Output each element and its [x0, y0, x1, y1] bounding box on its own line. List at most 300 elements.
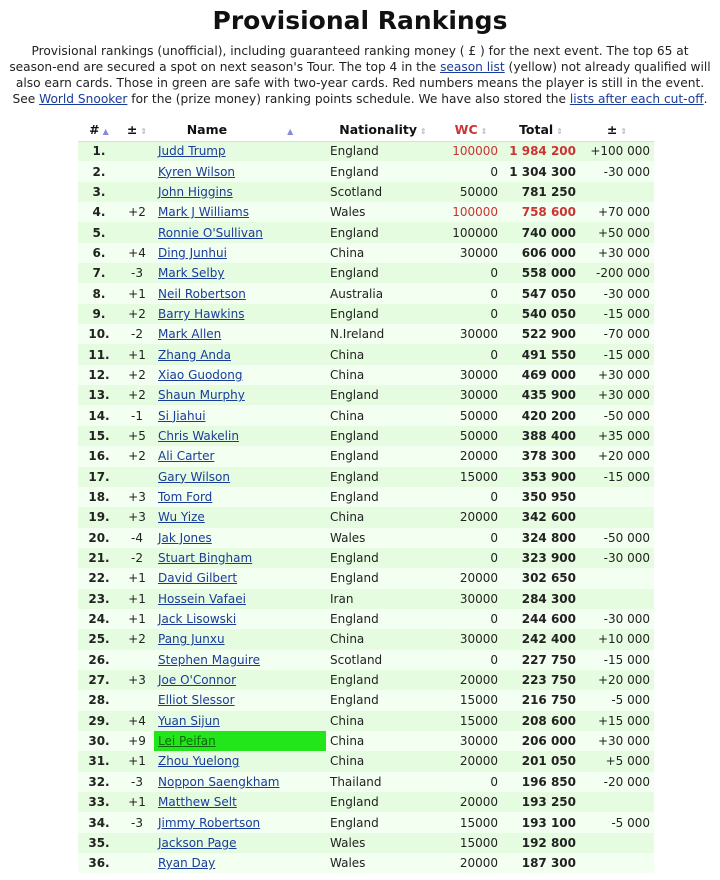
nationality-cell: England [326, 487, 440, 507]
player-link[interactable]: Shaun Murphy [158, 388, 245, 403]
table-row [78, 467, 654, 487]
total-cell: 540 050 [502, 304, 580, 324]
rank-cell: 18. [78, 487, 120, 507]
nationality-cell: England [326, 609, 440, 629]
movement-cell [120, 182, 154, 202]
total-cell: 547 050 [502, 283, 580, 303]
nationality-cell: China [326, 731, 440, 751]
table-row [78, 446, 654, 466]
nationality-cell: England [326, 670, 440, 690]
diff-cell [580, 182, 654, 202]
nationality-cell: England [326, 304, 440, 324]
rank-cell: 31. [78, 751, 120, 771]
table-row [78, 324, 654, 344]
wc-cell: 0 [440, 548, 502, 568]
player-name-cell [154, 222, 326, 242]
rank-cell: 13. [78, 385, 120, 405]
player-name-cell [154, 711, 326, 731]
nationality-cell: England [326, 426, 440, 446]
total-cell: 244 600 [502, 609, 580, 629]
movement-cell: +9 [120, 731, 154, 751]
wc-cell: 20000 [440, 670, 502, 690]
player-link[interactable]: John Higgins [158, 184, 233, 199]
nationality-cell: England [326, 141, 440, 161]
total-column-header[interactable] [502, 119, 580, 141]
player-name-cell [154, 853, 326, 873]
diff-cell: +35 000 [580, 426, 654, 446]
rank-cell: 21. [78, 548, 120, 568]
table-row [78, 589, 654, 609]
player-link[interactable]: Kyren Wilson [158, 164, 236, 179]
rank-cell: 29. [78, 711, 120, 731]
table-row [78, 772, 654, 792]
movement-cell: +3 [120, 670, 154, 690]
movement-cell [120, 467, 154, 487]
nationality-cell: China [326, 243, 440, 263]
nationality-cell: England [326, 548, 440, 568]
player-link[interactable]: Jak Jones [158, 530, 212, 545]
diff-cell: +20 000 [580, 670, 654, 690]
diff-cell [580, 792, 654, 812]
table-row [78, 405, 654, 425]
player-name-cell [154, 690, 326, 710]
diff-cell: -200 000 [580, 263, 654, 283]
total-cell: 208 600 [502, 711, 580, 731]
rank-cell: 11. [78, 344, 120, 364]
table-row [78, 568, 654, 588]
nationality-cell: China [326, 629, 440, 649]
wc-cell: 100000 [440, 202, 502, 222]
player-name-cell [154, 528, 326, 548]
table-row [78, 853, 654, 873]
table-row [78, 711, 654, 731]
player-name-cell [154, 182, 326, 202]
table-row [78, 243, 654, 263]
nationality-cell: Scotland [326, 650, 440, 670]
movement-cell: +2 [120, 385, 154, 405]
total-cell: 196 850 [502, 772, 580, 792]
diff-cell: -30 000 [580, 283, 654, 303]
diff-cell: +70 000 [580, 202, 654, 222]
name-header-label: Name [186, 122, 228, 138]
diff-cell: -5 000 [580, 812, 654, 832]
table-row [78, 650, 654, 670]
player-link[interactable]: Barry Hawkins [158, 306, 245, 321]
wc-cell: 30000 [440, 243, 502, 263]
table-row [78, 202, 654, 222]
total-cell: 284 300 [502, 589, 580, 609]
nationality-cell: England [326, 467, 440, 487]
movement-cell [120, 833, 154, 853]
nationality-column-header[interactable] [326, 119, 440, 141]
player-link[interactable]: Ronnie O'Sullivan [158, 225, 263, 240]
nationality-header-label: Nationality [339, 122, 418, 138]
table-row [78, 283, 654, 303]
total-cell: 435 900 [502, 385, 580, 405]
wc-cell: 20000 [440, 446, 502, 466]
move-column-header[interactable] [120, 119, 154, 141]
player-link[interactable]: Mark J Williams [158, 205, 249, 220]
sort-icon: ⇕ [480, 127, 488, 137]
table-row [78, 182, 654, 202]
nationality-cell: England [326, 568, 440, 588]
nationality-cell: England [326, 812, 440, 832]
diff-column-header[interactable] [580, 119, 654, 141]
player-name-cell [154, 589, 326, 609]
movement-cell: +1 [120, 751, 154, 771]
player-link[interactable]: Xiao Guodong [158, 367, 243, 382]
player-link[interactable]: Ali Carter [158, 449, 215, 464]
nationality-cell: N.Ireland [326, 324, 440, 344]
wc-cell: 15000 [440, 812, 502, 832]
movement-cell: +2 [120, 304, 154, 324]
player-link[interactable]: David Gilbert [158, 571, 238, 586]
rank-cell: 6. [78, 243, 120, 263]
movement-cell: +1 [120, 609, 154, 629]
rank-cell: 27. [78, 670, 120, 690]
player-link[interactable]: Zhang Anda [158, 347, 232, 362]
wc-cell: 30000 [440, 385, 502, 405]
nationality-cell: England [326, 792, 440, 812]
nationality-cell: England [326, 690, 440, 710]
rank-cell: 7. [78, 263, 120, 283]
rank-cell: 2. [78, 161, 120, 181]
rank-cell: 16. [78, 446, 120, 466]
movement-cell: -3 [120, 263, 154, 283]
table-row [78, 141, 654, 161]
movement-cell: -2 [120, 324, 154, 344]
diff-cell: +30 000 [580, 385, 654, 405]
rank-cell: 9. [78, 304, 120, 324]
total-cell: 1 984 200 [502, 141, 580, 161]
table-row [78, 609, 654, 629]
rank-cell: 1. [78, 141, 120, 161]
table-row [78, 528, 654, 548]
total-cell: 420 200 [502, 405, 580, 425]
movement-cell: +1 [120, 589, 154, 609]
player-name-cell [154, 405, 326, 425]
player-name-cell [154, 772, 326, 792]
nationality-cell: England [326, 446, 440, 466]
total-cell: 350 950 [502, 487, 580, 507]
total-cell: 216 750 [502, 690, 580, 710]
page-title: Provisional Rankings [212, 6, 508, 35]
wc-cell: 100000 [440, 141, 502, 161]
total-cell: 206 000 [502, 731, 580, 751]
rank-cell: 28. [78, 690, 120, 710]
player-name-cell [154, 629, 326, 649]
nationality-cell: Wales [326, 853, 440, 873]
player-link[interactable]: Noppon Saengkham [158, 774, 280, 789]
table-header-row [78, 119, 654, 141]
total-cell: 193 250 [502, 792, 580, 812]
nationality-cell: China [326, 507, 440, 527]
intro-part-3: for the (prize money) ranking points schedule. We have also stored the [127, 92, 570, 106]
player-name-cell [154, 548, 326, 568]
rank-cell: 5. [78, 222, 120, 242]
player-link[interactable]: Ding Junhui [158, 245, 227, 260]
diff-cell: -5 000 [580, 690, 654, 710]
diff-cell: -15 000 [580, 344, 654, 364]
total-cell: 323 900 [502, 548, 580, 568]
player-link[interactable]: Yuan Sijun [158, 713, 220, 728]
rank-cell: 3. [78, 182, 120, 202]
total-cell: 324 800 [502, 528, 580, 548]
table-row [78, 385, 654, 405]
total-cell: 302 650 [502, 568, 580, 588]
table-row [78, 507, 654, 527]
diff-cell [580, 853, 654, 873]
rank-cell: 35. [78, 833, 120, 853]
diff-cell: -50 000 [580, 405, 654, 425]
rankings-body [78, 141, 654, 873]
movement-cell: -2 [120, 548, 154, 568]
table-row [78, 304, 654, 324]
nationality-cell: Wales [326, 202, 440, 222]
table-row [78, 812, 654, 832]
movement-cell: +1 [120, 283, 154, 303]
diff-cell: -15 000 [580, 650, 654, 670]
total-cell: 378 300 [502, 446, 580, 466]
diff-cell [580, 568, 654, 588]
season-list-link[interactable]: season list [440, 60, 505, 74]
nationality-cell: Iran [326, 589, 440, 609]
rank-cell: 19. [78, 507, 120, 527]
nationality-cell: Thailand [326, 772, 440, 792]
player-link[interactable]: Jackson Page [158, 835, 237, 850]
wc-cell: 20000 [440, 568, 502, 588]
movement-cell [120, 853, 154, 873]
diff-cell: +30 000 [580, 731, 654, 751]
diff-cell: +50 000 [580, 222, 654, 242]
movement-cell: +2 [120, 202, 154, 222]
player-link[interactable]: Zhou Yuelong [158, 754, 240, 769]
table-row [78, 731, 654, 751]
rank-cell: 26. [78, 650, 120, 670]
wc-column-header[interactable] [440, 119, 502, 141]
movement-cell: +2 [120, 365, 154, 385]
movement-cell [120, 222, 154, 242]
player-name-cell [154, 324, 326, 344]
movement-cell: +3 [120, 507, 154, 527]
rank-cell: 4. [78, 202, 120, 222]
player-name-cell [154, 385, 326, 405]
rank-cell: 32. [78, 772, 120, 792]
rank-cell: 14. [78, 405, 120, 425]
player-link[interactable]: Stephen Maguire [158, 652, 261, 667]
diff-cell [580, 507, 654, 527]
player-name-cell [154, 161, 326, 181]
wc-cell: 100000 [440, 222, 502, 242]
movement-cell: +1 [120, 792, 154, 812]
total-cell: 781 250 [502, 182, 580, 202]
player-name-cell [154, 609, 326, 629]
diff-cell: -30 000 [580, 161, 654, 181]
nationality-cell: China [326, 344, 440, 364]
movement-cell: -1 [120, 405, 154, 425]
rank-cell: 17. [78, 467, 120, 487]
nationality-cell: China [326, 405, 440, 425]
name-column-header[interactable] [154, 119, 326, 141]
movement-cell: -4 [120, 528, 154, 548]
rank-cell: 20. [78, 528, 120, 548]
diff-header-label: ± [606, 122, 618, 138]
player-link[interactable]: Neil Robertson [158, 286, 246, 301]
table-row [78, 670, 654, 690]
player-name-cell [154, 670, 326, 690]
player-name-cell [154, 263, 326, 283]
movement-cell [120, 650, 154, 670]
movement-cell: +3 [120, 487, 154, 507]
sort-icon: ⇕ [556, 127, 563, 137]
player-link[interactable]: Elliot Slessor [158, 693, 235, 708]
nationality-cell: England [326, 161, 440, 181]
wc-cell: 15000 [440, 833, 502, 853]
movement-cell: -3 [120, 772, 154, 792]
wc-cell: 50000 [440, 405, 502, 425]
player-link[interactable]: Mark Allen [158, 327, 222, 342]
player-name-cell [154, 812, 326, 832]
diff-cell: +5 000 [580, 751, 654, 771]
player-link[interactable]: Wu Yize [158, 510, 205, 525]
wc-cell: 0 [440, 344, 502, 364]
sort-icon: ⇕ [620, 127, 628, 137]
player-link[interactable]: Stuart Bingham [158, 551, 253, 566]
intro-part-4: . [703, 92, 708, 106]
player-name-cell [154, 304, 326, 324]
player-link[interactable]: Ryan Day [158, 856, 216, 871]
rank-cell: 30. [78, 731, 120, 751]
nationality-cell: China [326, 751, 440, 771]
table-row [78, 629, 654, 649]
player-link[interactable]: Si Jiahui [158, 408, 206, 423]
total-cell: 1 304 300 [502, 161, 580, 181]
diff-cell: +30 000 [580, 243, 654, 263]
wc-cell: 30000 [440, 589, 502, 609]
diff-cell: -70 000 [580, 324, 654, 344]
wc-cell: 0 [440, 650, 502, 670]
wc-cell: 30000 [440, 324, 502, 344]
player-name-cell [154, 141, 326, 161]
diff-cell [580, 487, 654, 507]
total-cell: 469 000 [502, 365, 580, 385]
wc-header-label: WC [454, 122, 478, 138]
world-snooker-link[interactable]: World Snooker [39, 92, 128, 106]
rank-cell: 33. [78, 792, 120, 812]
player-name-cell [154, 751, 326, 771]
player-link[interactable]: Hossein Vafaei [158, 591, 246, 606]
player-name-cell [154, 833, 326, 853]
nationality-cell: Scotland [326, 182, 440, 202]
move-header-label: ± [126, 122, 138, 138]
player-link[interactable]: Joe O'Connor [158, 673, 237, 688]
player-name-cell [154, 344, 326, 364]
diff-cell: -30 000 [580, 548, 654, 568]
nationality-cell: Wales [326, 528, 440, 548]
wc-cell: 0 [440, 283, 502, 303]
table-row [78, 344, 654, 364]
table-row [78, 690, 654, 710]
intro-part-2: (yellow) not already qualified will also earn cards. Those in green are safe with two-year cards. Red numbers means the player is still in the event. See [12, 60, 711, 106]
total-cell: 192 800 [502, 833, 580, 853]
rank-cell: 8. [78, 283, 120, 303]
rank-cell: 12. [78, 365, 120, 385]
table-row [78, 263, 654, 283]
movement-cell: +4 [120, 243, 154, 263]
player-name-cell [154, 365, 326, 385]
player-name-cell [154, 202, 326, 222]
wc-cell: 0 [440, 528, 502, 548]
total-cell: 558 000 [502, 263, 580, 283]
player-link[interactable]: Judd Trump [158, 144, 226, 159]
nationality-cell: Wales [326, 833, 440, 853]
rank-cell: 34. [78, 812, 120, 832]
player-link[interactable]: Mark Selby [158, 266, 225, 281]
wc-cell: 0 [440, 161, 502, 181]
total-cell: 342 600 [502, 507, 580, 527]
intro-text [8, 43, 712, 107]
table-row [78, 222, 654, 242]
diff-cell [580, 589, 654, 609]
intro-part-1: Provisional rankings (unofficial), including guaranteed ranking money ( £ ) for the next event. The top 65 at season-end are secured a spot on next season's Tour. The top 4 in the [9, 44, 689, 74]
player-link[interactable]: Pang Junxu [158, 632, 225, 647]
movement-cell: +5 [120, 426, 154, 446]
player-link[interactable]: Tom Ford [158, 490, 213, 505]
movement-cell [120, 141, 154, 161]
player-name-cell [154, 650, 326, 670]
wc-cell: 50000 [440, 426, 502, 446]
wc-cell: 15000 [440, 467, 502, 487]
player-link[interactable]: Chris Wakelin [158, 428, 239, 443]
diff-cell: +10 000 [580, 629, 654, 649]
sort-icon: ⇕ [420, 127, 427, 137]
nationality-cell: Australia [326, 283, 440, 303]
table-row [78, 426, 654, 446]
rank-cell: 10. [78, 324, 120, 344]
sort-asc-icon: ▲ [287, 127, 294, 137]
player-link[interactable]: Matthew Selt [158, 795, 237, 810]
player-link[interactable]: Lei Peifan [158, 734, 216, 749]
table-row [78, 751, 654, 771]
table-row [78, 833, 654, 853]
cut-off-lists-link[interactable]: lists after each cut-off [569, 92, 704, 106]
diff-cell: -15 000 [580, 304, 654, 324]
total-cell: 740 000 [502, 222, 580, 242]
player-link[interactable]: Jimmy Robertson [158, 815, 261, 830]
rank-column-header[interactable] [78, 119, 120, 141]
wc-cell: 20000 [440, 853, 502, 873]
nationality-cell: England [326, 263, 440, 283]
table-row [78, 161, 654, 181]
movement-cell: +1 [120, 344, 154, 364]
wc-cell: 0 [440, 304, 502, 324]
diff-cell: +30 000 [580, 365, 654, 385]
total-cell: 388 400 [502, 426, 580, 446]
total-cell: 758 600 [502, 202, 580, 222]
player-name-cell [154, 792, 326, 812]
player-link[interactable]: Gary Wilson [158, 469, 230, 484]
total-cell: 606 000 [502, 243, 580, 263]
total-cell: 242 400 [502, 629, 580, 649]
wc-cell: 30000 [440, 365, 502, 385]
nationality-cell: England [326, 385, 440, 405]
player-name-cell [154, 487, 326, 507]
rank-header-label: # [89, 122, 100, 138]
total-cell: 353 900 [502, 467, 580, 487]
wc-cell: 20000 [440, 751, 502, 771]
sort-asc-icon: ▲ [102, 127, 109, 137]
player-link[interactable]: Jack Lisowski [158, 612, 237, 627]
